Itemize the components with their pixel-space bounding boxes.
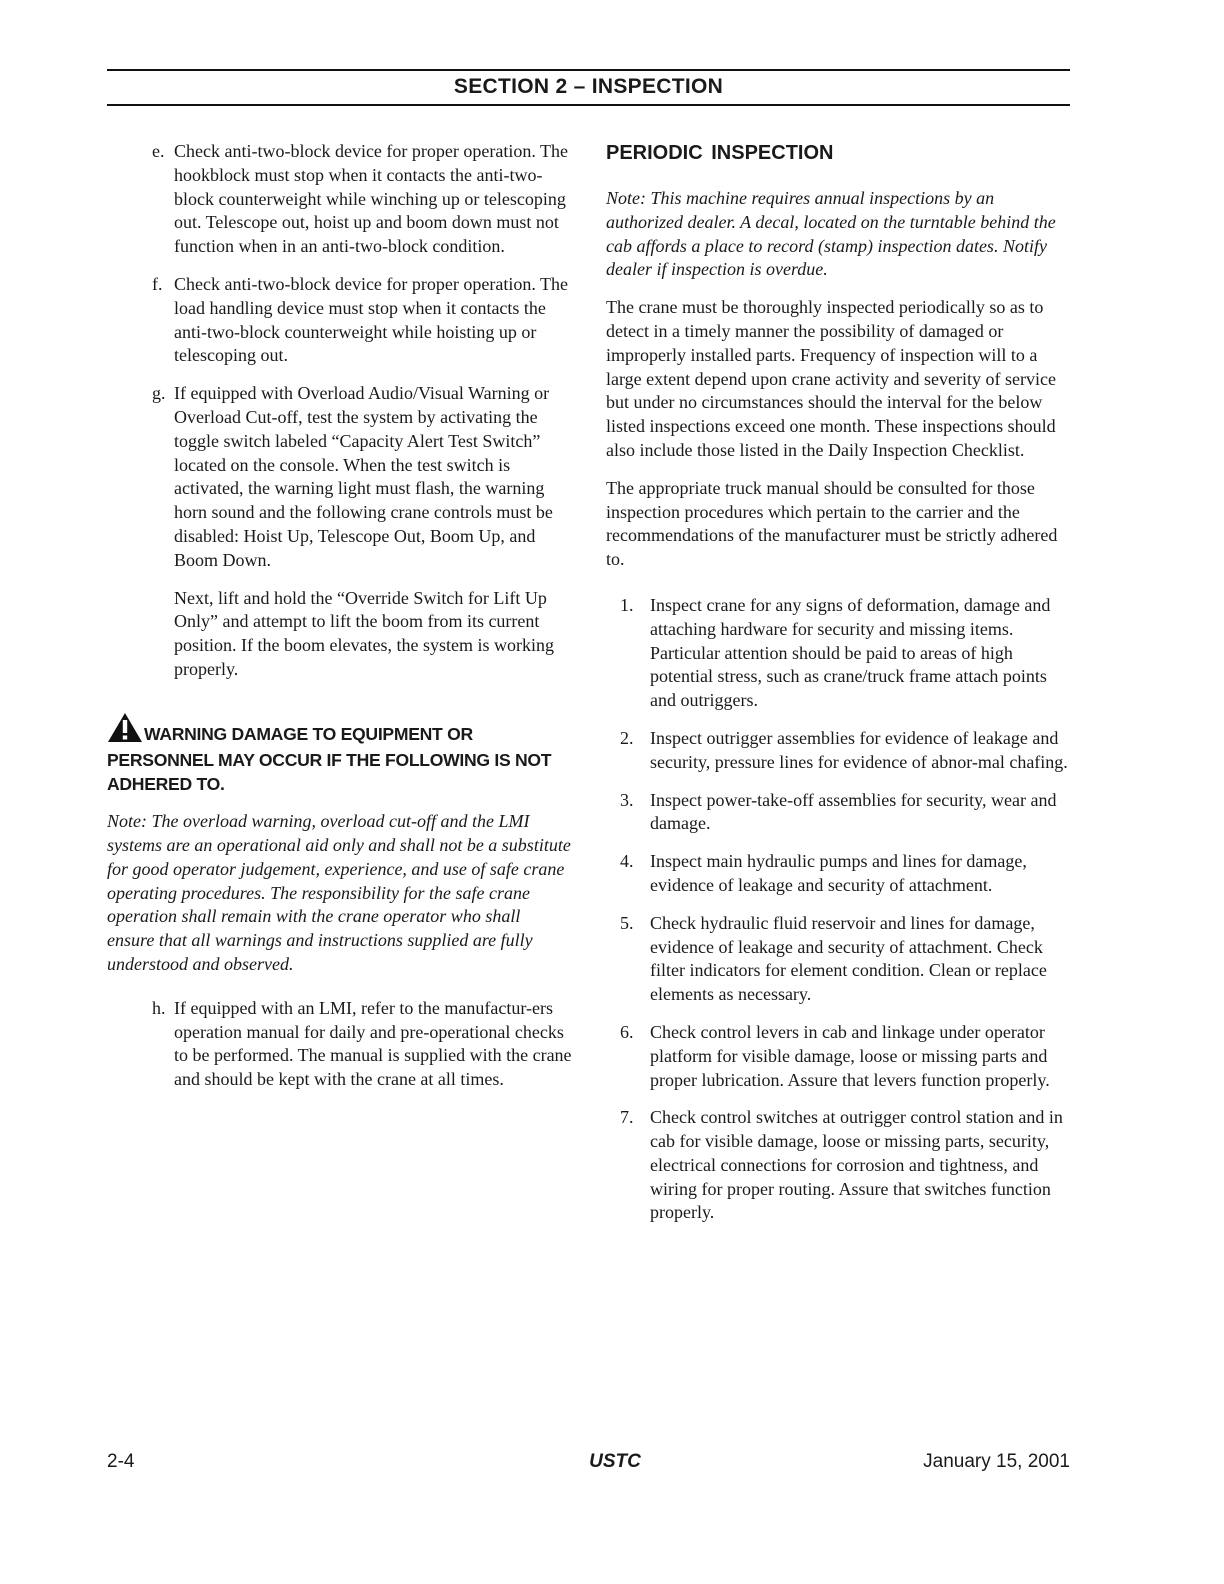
warning-text: WARNING DAMAGE TO EQUIPMENT OR PERSONNEL MAY OCCUR IF THE FOLLOWING IS NOT ADHERED TO. (107, 723, 552, 794)
item-label: 1. (620, 594, 634, 615)
header-rule-top (107, 69, 1070, 71)
list-item-2 (606, 727, 1072, 775)
list-item-1 (606, 594, 1072, 713)
item-text: If equipped with an LMI, refer to the manufactur-ers operation manual for daily and pre-operational checks to be performed. The manual is supplied with the crane and should be kept with the crane at all times. (174, 997, 572, 1090)
item-label: 2. (620, 727, 634, 748)
annual-inspection-note: Note: This machine requires annual inspections by an authorized dealer. A decal, located on the turntable behind the cab affords a place to record (stamp) inspection dates. Notify dealer if inspection is overdue. (606, 188, 1056, 280)
list-item-4 (606, 850, 1072, 898)
item-label: 5. (620, 912, 634, 933)
item-text: Check hydraulic fluid reservoir and lines for damage, evidence of leakage and security of attachment. Check filter indicators for element condition. Clean or replace elements as necessary. (650, 912, 1047, 1005)
item-label: 3. (620, 789, 634, 810)
item-text: Inspect power-take-off assemblies for security, wear and damage. (650, 789, 1057, 834)
list-item-6 (606, 1021, 1072, 1092)
item-text: Inspect crane for any signs of deformation, damage and attaching hardware for security and missing items. Particular attention should be paid to areas of high potential stress, such as crane/truck frame attach points and outriggers. (650, 594, 1051, 711)
paragraph: The appropriate truck manual should be consulted for those inspection procedures which pertain to the carrier and the recommendations of the manufacturer must be strictly adhered to. (606, 477, 1058, 570)
brand-name: USTC (589, 1451, 641, 1472)
item-label: e. (152, 141, 165, 161)
list-item-h (107, 997, 572, 1092)
item-text: Inspect outrigger assemblies for evidence of leakage and security, pressure lines for evidence of abnor-mal chafing. (650, 727, 1068, 772)
page-number: 2-4 (107, 1451, 135, 1472)
list-item-3 (606, 789, 1072, 837)
right-column (606, 140, 1072, 1239)
list-item-5 (606, 912, 1072, 1007)
lmi-note: Note: The overload warning, overload cut-off and the LMI systems are an operational aid only and shall not be a substitute for good operator judgement, experience, and use of safe crane operating procedures. The responsibility for the safe crane operation shall remain with the crane operator who shall ensure that all warnings and instructions supplied are fully understood and observed. (107, 811, 571, 975)
item-label: f. (152, 273, 163, 294)
header-rule-bottom (107, 104, 1070, 106)
list-item-e (107, 140, 572, 259)
item-text: Check anti-two-block device for proper operation. The hookblock must stop when it contacts the anti-two-block counterweight while winching up or telescoping out. Telescope out, hoist up and boom down must not function when in an anti-two-block condition. (174, 141, 569, 257)
item-label: h. (152, 997, 166, 1018)
item-text: Check anti-two-block device for proper operation. The load handling device must stop when it contacts the anti-two-block counterweight while hoisting up or telescoping out. (174, 273, 569, 366)
periodic-inspection-heading: PERIODIC INSPECTION (606, 142, 834, 164)
item-text: If equipped with Overload Audio/Visual Warning or Overload Cut-off, test the system by activating the toggle switch labeled “Capacity Alert Test Switch” located on the console. When the test switch is activated, the warning light must flash, the warning horn sound and the following crane controls must be disabled: Hoist Up, Telescope Out, Boom Up, and Boom Down. (174, 383, 553, 570)
section-title: SECTION 2 – INSPECTION (453, 75, 724, 98)
warning-block (107, 712, 572, 797)
item-text: Check control levers in cab and linkage under operator platform for visible damage, loose or missing parts and proper lubrication. Assure that levers function properly. (650, 1021, 1050, 1090)
item-text: Check control switches at outrigger control station and in cab for visible damage, loose or missing parts, security, electrical connections for corrosion and tightness, and wiring for proper routing. Assure that switches function properly. (650, 1107, 1063, 1223)
item-text: Inspect main hydraulic pumps and lines for damage, evidence of leakage and security of attachment. (650, 851, 1027, 895)
item-label: 6. (620, 1021, 634, 1042)
item-label: g. (152, 383, 166, 404)
item-g-continuation: Next, lift and hold the “Override Switch for Lift Up Only” and attempt to lift the boom from its current position. If the boom elevates, the system is working properly. (174, 587, 554, 679)
warning-triangle-icon (107, 712, 143, 750)
paragraph: The crane must be thoroughly inspected periodically so as to detect in a timely manner the possibility of damaged or improperly installed parts. Frequency of inspection will to a large extent depend upon crane activity and severity of service but under no circumstances should the interval for the below listed inspections exceed one month. These inspections should also include those listed in the Daily Inspection Checklist. (606, 297, 1056, 460)
item-label: 7. (620, 1107, 634, 1128)
left-column (107, 140, 572, 1106)
publication-date: January 15, 2001 (923, 1451, 1070, 1472)
list-item-7 (606, 1106, 1072, 1225)
item-label: 4. (620, 851, 634, 872)
list-item-g (107, 382, 572, 572)
list-item-f (107, 273, 572, 368)
